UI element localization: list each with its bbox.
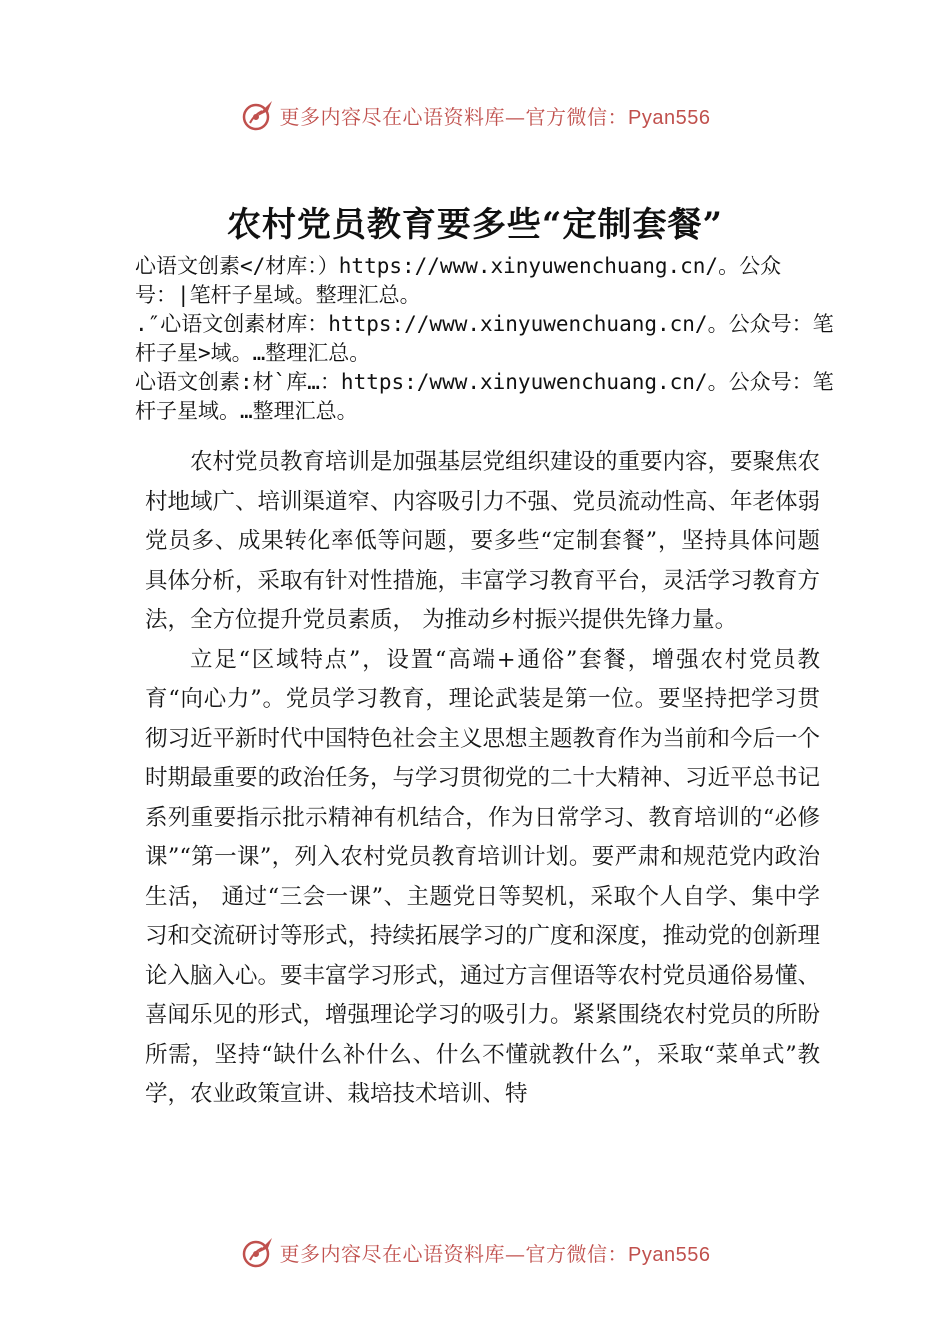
header-banner-text: 更多内容尽在心语资料库—官方微信：Pyan556	[279, 104, 711, 129]
document-title: 农村党员教育要多些“定制套餐”	[226, 205, 724, 245]
source-line: .″心语文创素材库：https://www.xinyuwenchuang.cn/。公众号：笔杆子星>域。…整理汇总。	[135, 312, 834, 365]
source-line: 心语文创素</材库：）https://www.xinyuwenchuang.cn/。公众号：|笔杆子星域。整理汇总。	[135, 254, 782, 307]
footer-banner-text: 更多内容尽在心语资料库—官方微信：Pyan556	[279, 1241, 711, 1266]
footer-wechat-id: Pyan556	[628, 1243, 711, 1266]
footer-watermark-banner	[0, 1232, 950, 1272]
quill-pen-logo-icon	[240, 1234, 276, 1270]
body-paragraph: 立足“区域特点”，设置“高端+通俗”套餐，增强农村党员教育“向心力”。党员学习教育，理论武装是第一位。要坚持把学习贯彻习近平新时代中国特色社会主义思想主题教育作为当前和今后一个时期最重要的政治任务，与学习贯彻党的二十大精神、习近平总书记系列重要指示批示精神有机结合，作为日常学习、教育培训的“必修课”“第一课”，列入农村党员教育培训计划。要严肃和规范党内政治生活， 通过“三会一课”、主题党日等契机，采取个人自学、集中学习和交流研讨等形式，持续拓展学习的广度和深度，推动党的创新理论入脑入心。要丰富学习形式，通过方言俚语等农村党员通俗易懂、喜闻乐见的形式，增强理论学习的吸引力。紧紧围绕农村党员的所盼所需，坚持“缺什么补什么、什么不懂就教什么”，采取“菜单式”教学，农业政策宣讲、栽培技术培训、特	[145, 646, 821, 1107]
header-watermark-banner	[0, 95, 950, 135]
source-line: 心语文创素:材`库…：https:/www.xinyuwenchuang.cn/。公众号：笔杆子星域。…整理汇总。	[135, 370, 834, 423]
body-paragraph: 农村党员教育培训是加强基层党组织建设的重要内容，要聚焦农村地域广、培训渠道窄、内容吸引力不强、党员流动性高、年老体弱党员多、成果转化率低等问题，要多些“定制套餐”，坚持具体问题具体分析，采取有针对性措施，丰富学习教育平台，灵活学习教育方法，全方位提升党员素质， 为推动乡村振兴提供先锋力量。	[145, 449, 821, 633]
source-notes	[135, 252, 835, 426]
quill-pen-logo-icon	[240, 97, 276, 133]
header-wechat-id: Pyan556	[628, 106, 711, 129]
document-body	[145, 443, 820, 1115]
